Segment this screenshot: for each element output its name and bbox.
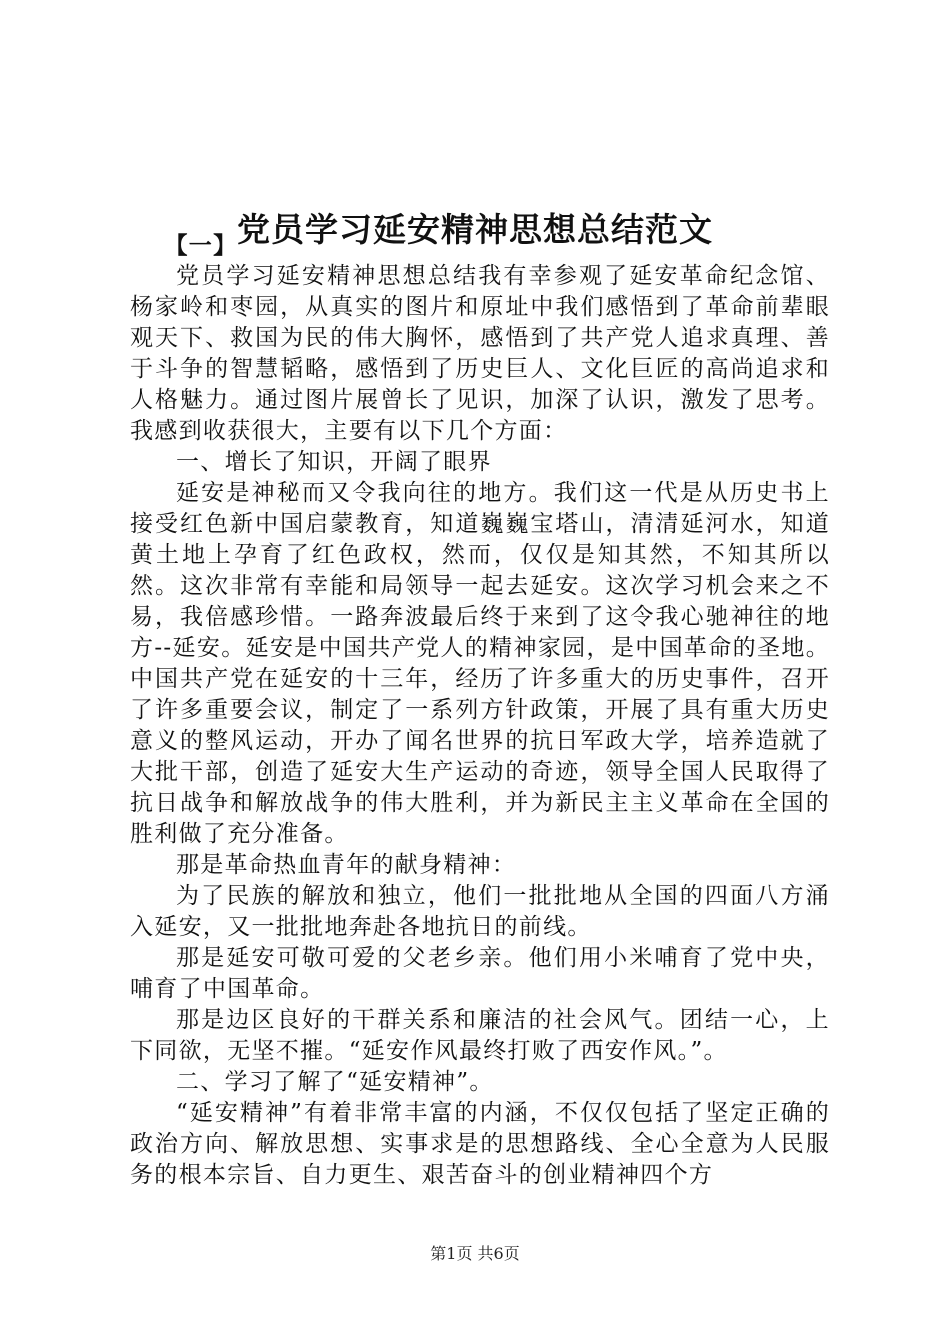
document-body [130,230,830,1191]
paragraph-youth-spirit: 那是革命热血青年的献身精神： [176,852,517,878]
heading-section-2: 二、学习了解了“延安精神”。 [176,1069,494,1095]
paragraph-yanan-history: 延安是神秘而又令我向往的地方。我们这一代是从历史书上接受红色新中国启蒙教育，知道巍巍宝塔山，清清延河水，知道黄土地上孕育了红色政权，然而，仅仅是知其然，不知其所以然。这次非常有幸能和局领导一起去延安。这次学习机会来之不易，我倍感珍惜。一路奔波最后终于来到了这令我心驰神往的地方--延安。延安是中国共产党人的精神家园，是中国革命的圣地。中国共产党在延安的十三年，经历了许多重大的历史事件，召开了许多重要会议，制定了一系列方针政策，开展了具有重大历史意义的整风运动，开办了闻名世界的抗日军政大学，培养造就了大批干部，创造了延安大生产运动的奇迹，领导全国人民取得了抗日战争和解放战争的伟大胜利，并为新民主主义革命在全国的胜利做了充分准备。 [130,480,830,847]
paragraph-yanan-spirit: “延安精神”有着非常丰富的内涵，不仅仅包括了坚定正确的政治方向、解放思想、实事求是的思想路线、全心全意为人民服务的根本宗旨、自力更生、艰苦奋斗的创业精神四个方 [130,1100,830,1188]
paragraph-intro: 党员学习延安精神思想总结我有幸参观了延安革命纪念馆、杨家岭和枣园，从真实的图片和原址中我们感悟到了革命前辈眼观天下、救国为民的伟大胸怀，感悟到了共产党人追求真理、善于斗争的智慧韬略，感悟到了历史巨人、文化巨匠的高尚追求和人格魅力。通过图片展曾长了见识，加深了认识，激发了思考。我感到收获很大，主要有以下几个方面： [130,263,830,444]
paragraph-liberation: 为了民族的解放和独立，他们一批批地从全国的四面八方涌入延安，又一批批地奔赴各地抗日的前线。 [130,883,830,940]
page-footer: 第1页 共6页 [430,1244,520,1263]
document-title: 党员学习延安精神思想总结范文 [237,210,713,250]
paragraph-relations: 那是边区良好的干群关系和廉洁的社会风气。团结一心，上下同欲，无坚不摧。“延安作风最终打败了西安作风。”。 [130,1007,830,1064]
paragraph-villagers: 那是延安可敬可爱的父老乡亲。他们用小米哺育了党中央，哺育了中国革命。 [130,945,830,1002]
heading-section-1: 一、增长了知识，开阔了眼界 [176,449,492,475]
section-marker: 【一】 [164,232,238,259]
